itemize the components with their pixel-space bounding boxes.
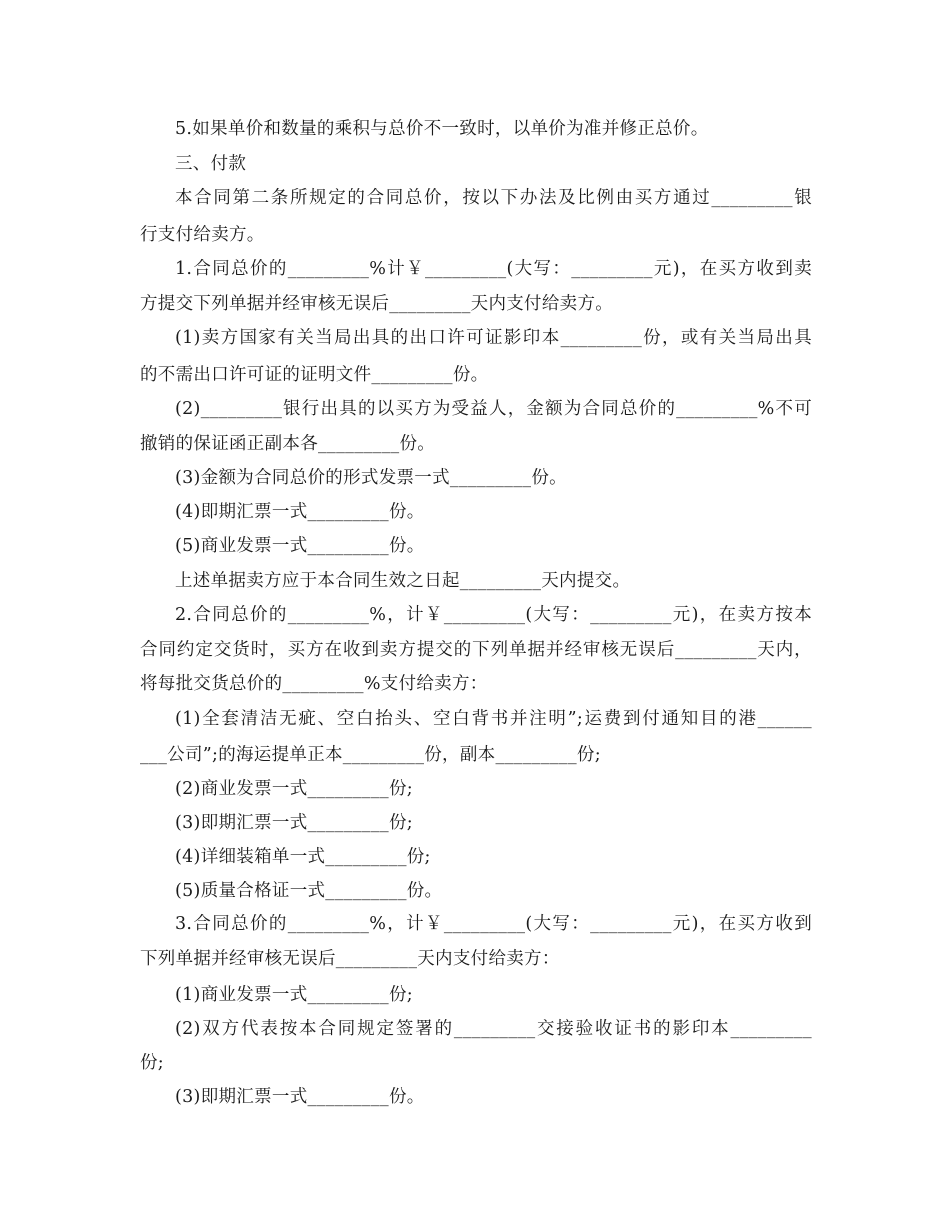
paragraph-line: 上述单据卖方应于本合同生效之日起_________天内提交。	[175, 571, 631, 591]
paragraph-line: 5.如果单价和数量的乘积与总价不一致时，以单价为准并修正总价。	[175, 119, 709, 139]
paragraph-line: (2)商业发票一式_________份;	[175, 779, 413, 799]
paragraph-line: (3)即期汇票一式_________份;	[175, 813, 413, 833]
paragraph-line: (5)质量合格证一式_________份。	[175, 881, 443, 901]
paragraph-line: 方提交下列单据并经审核无误后_________天内支付给卖方。	[140, 294, 614, 314]
paragraph-line: 的不需出口许可证的证明文件_________份。	[140, 365, 489, 385]
paragraph-line: (4)即期汇票一式_________份。	[175, 502, 425, 522]
paragraph-line: (3)即期汇票一式_________份。	[175, 1087, 425, 1107]
paragraph-line: (1)全套清洁无疵、空白抬头、空白背书并注明”;运费到付通知目的港______	[175, 709, 812, 729]
paragraph-line: 本合同第二条所规定的合同总价，按以下办法及比例由买方通过_________银	[175, 188, 812, 208]
paragraph-line: 行支付给卖方。	[140, 225, 265, 245]
paragraph-line: 3.合同总价的_________%，计￥_________(大写：_________元)，在买方收到	[175, 914, 812, 934]
paragraph-line: 合同约定交货时，买方在收到卖方提交的下列单据并经审核无误后_________天内，	[140, 640, 812, 660]
paragraph-line: 撤销的保证函正副本各_________份。	[140, 434, 436, 454]
paragraph-line: (1)商业发票一式_________份;	[175, 985, 413, 1005]
paragraph-line: (5)商业发票一式_________份。	[175, 536, 425, 556]
paragraph-line: 2.合同总价的_________%，计￥_________(大写：_________元)，在卖方按本	[175, 605, 812, 625]
paragraph-line: (1)卖方国家有关当局出具的出口许可证影印本_________份，或有关当局出具	[175, 328, 812, 348]
paragraph-line: (4)详细装箱单一式_________份;	[175, 847, 431, 867]
paragraph-line: 将每批交货总价的_________%支付给卖方：	[140, 674, 488, 694]
paragraph-line: (2)_________银行出具的以买方为受益人，金额为合同总价的_________%不可	[175, 399, 812, 419]
paragraph-line: 份;	[140, 1053, 164, 1073]
paragraph-line: ___公司”;的海运提单正本_________份，副本_________份;	[140, 745, 601, 765]
section-heading: 三、付款	[175, 154, 247, 174]
paragraph-line: 1.合同总价的_________%计￥_________(大写：_________元)，在买方收到卖	[175, 259, 812, 279]
paragraph-line: 下列单据并经审核无误后_________天内支付给卖方：	[140, 949, 560, 969]
paragraph-line: (3)金额为合同总价的形式发票一式_________份。	[175, 468, 567, 488]
paragraph-line: (2)双方代表按本合同规定签署的_________交接验收证书的影印本_________	[175, 1019, 812, 1039]
